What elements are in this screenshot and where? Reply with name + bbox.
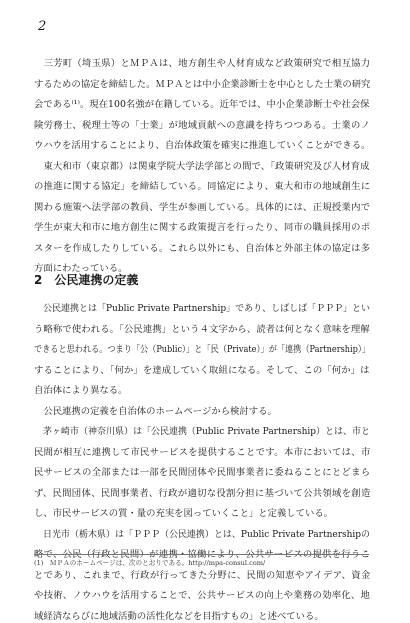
text-line: し、市民サービスの質・量の充実を図っていくこと」と定義している。 [34,508,334,519]
text-line: 民サービスの全部または一部を民間団体や民間事業者に委ねることにとどまら [34,467,371,478]
text-line: 自治体により異なる。 [34,385,128,396]
text-line: 日光市（栃木県）は「ＰＰＰ（公民連携）とは、Public Private Partnershipの [34,528,371,540]
text-line: や技術、ノウハウを活用することで、公共サービスの向上や業務の効率化、地 [34,590,371,601]
section-heading: 2 公民連携の定義 [34,273,139,287]
text-line: ず、民間団体、民間事業者、行政が適切な役割分担に基づいて公共領域を創造 [34,487,371,499]
text-line: できると思われる。つまり「公（Public）」と「民（Private）」が「連携（Partnership）」 [34,344,371,355]
text-line: う略称で使われる。「公民連携」という４文字から、読者は何となく意味を理解 [34,323,370,335]
text-line: とであり、これまで、行政が行ってきた分野に、民間の知恵やアイデア、資金 [34,569,371,581]
page-number: 2 [38,19,47,34]
text-line: の推進に関する協定」を締結している。同協定により、東大和市の地域創生に [34,181,371,192]
text-line: することにより、「何か」を達成していく取組になる。そして、この「何か」は [34,364,370,376]
text-line: 三芳町（埼玉県）とＭＰＡは、地方創生や人材育成など政策研究で相互協力 [34,58,371,69]
text-line: 険労務士、税理士等の「士業」が地域貢献への意識を持ちつつある。士業のノ [34,119,371,131]
text-line: 方面にわたっている。 [34,263,128,274]
text-line: 学生が東大和市に地方創生に関する政策提言を行ったり、同市の職員採用のポ [34,222,371,233]
text-line: 関わる施策へ法学部の教員、学生が参画している。具体的には、正規授業内で [34,201,371,213]
text-line: ウハウを活用することにより、自治体政策を確実に推進していくことができる。 [34,140,371,151]
text-line: スターを作成したりしている。これら以外にも、自治体と外部主体の協定は多 [34,242,371,254]
text-line: 域経済ならびに地域活動の活性化などを目指すもの」と述べている。 [34,610,324,622]
text-line: するための協定を締結した。ＭＰＡとは中小企業診断士を中心とした士業の研究 [34,78,371,90]
text-line: 公民連携とは「Public Private Partnership」であり、しばしば「ＰＰＰ」とい [34,303,371,314]
text-line: 茅ヶ崎市（神奈川県）は「公民連携（Public Private Partnership）とは、市と [34,426,371,437]
text-line: 民間が相互に連携して市民サービスを提供することです。本市においては、市 [34,446,371,458]
footnote-rule [34,554,369,555]
text-line: 会である⁽¹⁾。現在100名強が在籍している。近年では、中小企業診断士や社会保 [34,99,370,110]
text-line: 略で、公民（行政と民間）が連携・協働により、公共サービスの提供を行うこ [34,549,371,560]
text-line: 東大和市（東京都）は関東学院大学法学部との間で、「政策研究及び人材育成 [34,160,370,172]
text-line: 公民連携の定義を自治体のホームページから検討する。 [34,405,277,417]
footnote: (1) ＭＰＡのホームページは、次のとおりである。http://mpa-consul.com/ [34,559,266,567]
